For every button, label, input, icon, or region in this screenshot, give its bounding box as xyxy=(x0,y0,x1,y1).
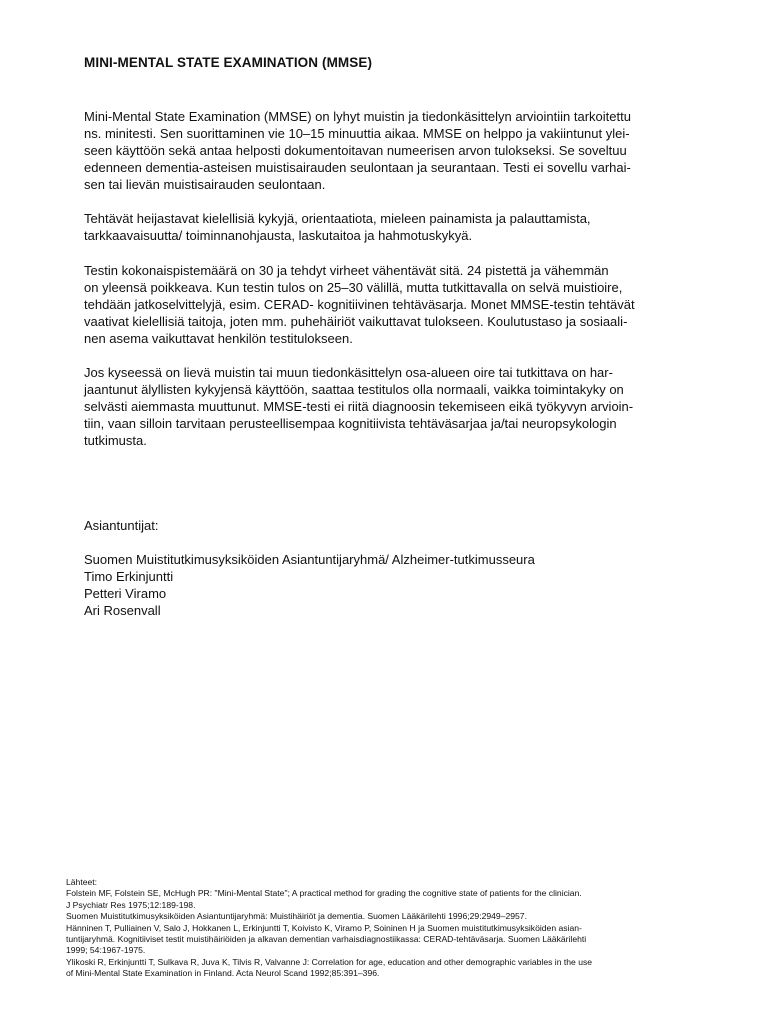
text-line: Mini-Mental State Examination (MMSE) on lyhyt muistin ja tiedonkäsittelyn arviointiin tarkoitettu xyxy=(84,109,631,124)
spacer xyxy=(84,534,535,551)
paragraph-scoring xyxy=(84,262,694,347)
text-line: Tehtävät heijastavat kielellisiä kykyjä, orientaatiota, mieleen painamista ja palauttamista, xyxy=(84,211,591,226)
expert-name: Ari Rosenvall xyxy=(84,603,161,618)
text-line: tarkkaavaisuutta/ toiminnanohjausta, laskutaitoa ja hahmotuskykyä. xyxy=(84,228,473,243)
text-line: vaativat kielellisiä taitoja, joten mm. puhehäiriöt vaikuttavat tulokseen. Koulutustaso ja sosiaali- xyxy=(84,314,628,329)
experts-heading: Asiantuntijat: xyxy=(84,518,159,533)
text-line: Jos kyseessä on lievä muistin tai muun tiedonkäsittelyn osa-alueen oire tai tutkittava on har- xyxy=(84,365,613,380)
reference-line: Suomen Muistitutkimusyksiköiden Asiantuntijaryhmä: Muistihäiriöt ja dementia. Suomen Lääkärilehti 1996;29:2949–2957. xyxy=(66,911,527,922)
experts-section xyxy=(84,517,535,619)
expert-name: Petteri Viramo xyxy=(84,586,167,601)
paragraph-intro xyxy=(84,108,694,193)
text-line: on yleensä poikkeava. Kun testin tulos on 25–30 välillä, mutta tutkittavalla on selvä muistioire, xyxy=(84,280,623,295)
text-line: nen asema vaikuttavat henkilön testitulokseen. xyxy=(84,331,353,346)
reference-line: Folstein MF, Folstein SE, McHugh PR: "Mini-Mental State"; A practical method for grading the cognitive state of patients for the clinician. xyxy=(66,888,582,899)
text-line: selvästi aiemmasta muuttunut. MMSE-testi ei riitä diagnoosin tekemiseen eikä työkyvyn arvioin- xyxy=(84,399,634,414)
reference-line: 1999; 54:1967-1975. xyxy=(66,945,146,956)
paragraph-limitations xyxy=(84,364,694,449)
text-line: tehdään jatkoselvittelyjä, esim. CERAD- kognitiivinen tehtäväsarja. Monet MMSE-testin tehtävät xyxy=(84,297,635,312)
text-line: tiin, vaan silloin tarvitaan perusteellisempaa kognitiivista tehtäväsarjaa ja/tai neuropsykologin xyxy=(84,416,617,431)
text-line: seen käyttöön sekä antaa helposti dokumentoitavan numeerisen arvon tulokseksi. Se soveltuu xyxy=(84,143,627,158)
document-title: MINI-MENTAL STATE EXAMINATION (MMSE) xyxy=(84,55,373,70)
reference-line: Ylikoski R, Erkinjuntti T, Sulkava R, Juva K, Tilvis R, Valvanne J: Correlation for age, education and other demographic variables in the use xyxy=(66,956,593,967)
expert-name: Timo Erkinjuntti xyxy=(84,569,174,584)
text-line: sen tai lievän muistisairauden seulontaan. xyxy=(84,177,326,192)
expert-name: Suomen Muistitutkimusyksiköiden Asiantuntijaryhmä/ Alzheimer-tutkimusseura xyxy=(84,552,535,567)
references-heading: Lähteet: xyxy=(66,877,98,887)
text-line: Testin kokonaispistemäärä on 30 ja tehdyt virheet vähentävät sitä. 24 pistettä ja vähemmän xyxy=(84,263,609,278)
reference-line: J Psychiatr Res 1975;12:189-198. xyxy=(66,899,196,910)
text-line: tutkimusta. xyxy=(84,433,147,448)
references-section xyxy=(66,877,706,980)
text-line: jaantunut älyllisten kykyjensä käyttöön, saattaa testitulos olla normaali, vaikka toimintakyky on xyxy=(84,382,624,397)
reference-line: Hänninen T, Pulliainen V, Salo J, Hokkanen L, Erkinjuntti T, Koivisto K, Viramo P, Soininen H ja Suomen muistitutkimusyksiköiden asian- xyxy=(66,922,582,933)
reference-line: of Mini-Mental State Examination in Finland. Acta Neurol Scand 1992;85:391–396. xyxy=(66,968,380,979)
text-line: ns. minitesti. Sen suorittaminen vie 10–15 minuuttia aikaa. MMSE on helppo ja vakiintunut ylei- xyxy=(84,126,630,141)
reference-line: tuntijaryhmä. Kognitiiviset testit muistihäiriöiden ja alkavan dementian varhaisdiagnostiikassa: CERAD-tehtäväsarja. Suomen Lääkärilehti xyxy=(66,934,587,945)
text-line: edenneen dementia-asteisen muistisairauden seulontaan ja seurantaan. Testi ei sovellu varhai- xyxy=(84,160,631,175)
paragraph-tasks xyxy=(84,210,694,244)
